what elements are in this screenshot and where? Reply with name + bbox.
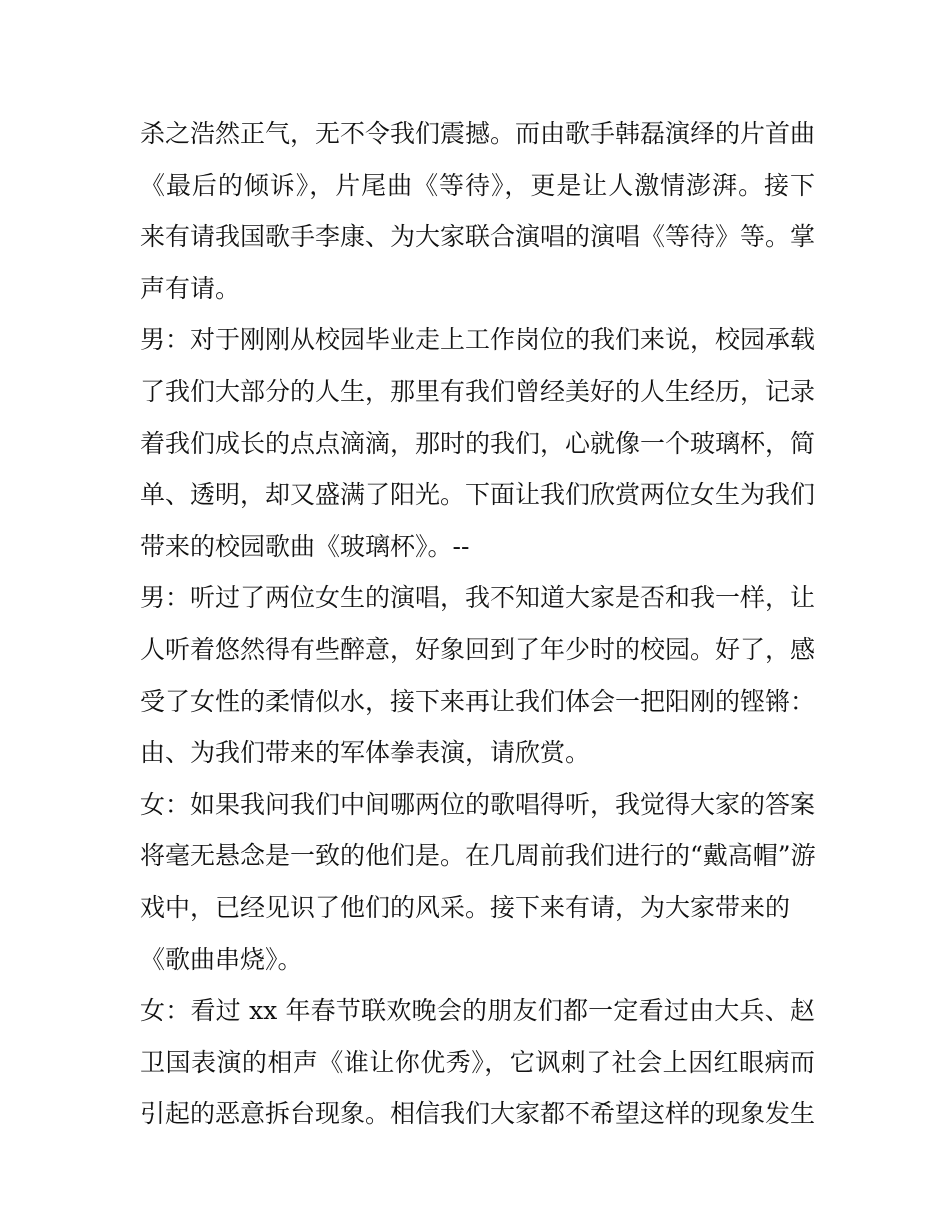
text-line: 由、为我们带来的军体拳表演，请欣赏。 xyxy=(140,738,591,768)
text-line: 男：听过了两位女生的演唱，我不知道大家是否和我一样，让 xyxy=(140,583,816,613)
text-line: 女：如果我问我们中间哪两位的歌唱得听，我觉得大家的答案 xyxy=(140,789,816,819)
text-line: 戏中，已经见识了他们的风采。接下来有请，为大家带来的 xyxy=(140,892,791,922)
text-line: 受了女性的柔情似水，接下来再让我们体会一把阳刚的铿锵： xyxy=(140,686,816,716)
text-line: 将毫无悬念是一致的他们是。在几周前我们进行的“戴高帽”游 xyxy=(140,841,816,871)
text-line: 人听着悠然得有些醉意，好象回到了年少时的校园。好了，感 xyxy=(140,634,816,664)
text-line: 《最后的倾诉》，片尾曲《等待》，更是让人激情澎湃。接下 xyxy=(140,170,815,200)
text-line: 来有请我国歌手李康、为大家联合演唱的演唱《等待》等。掌 xyxy=(140,222,816,252)
text-line: 着我们成长的点点滴滴，那时的我们，心就像一个玻璃杯，简 xyxy=(140,428,816,458)
text-line: 单、透明，却又盛满了阳光。下面让我们欣赏两位女生为我们 xyxy=(140,480,816,510)
text-line: 男：对于刚刚从校园毕业走上工作岗位的我们来说，校园承载 xyxy=(140,325,816,355)
text-line: 杀之浩然正气，无不令我们震撼。而由歌手韩磊演绎的片首曲 xyxy=(140,119,816,148)
text-body xyxy=(140,108,815,1140)
text-line: 带来的校园歌曲《玻璃杯》。-- xyxy=(140,531,470,561)
text-line: 女：看过 xx 年春节联欢晚会的朋友们都一定看过由大兵、赵 xyxy=(140,996,815,1026)
text-line: 了我们大部分的人生，那里有我们曾经美好的人生经历，记录 xyxy=(140,376,816,406)
text-line: 声有请。 xyxy=(140,273,241,303)
text-line: 卫国表演的相声《谁让你优秀》，它讽刺了社会上因红眼病而 xyxy=(140,1047,815,1077)
text-line: 《歌曲串烧》。 xyxy=(140,944,303,974)
text-line: 引起的恶意拆台现象。相信我们大家都不希望这样的现象发生 xyxy=(140,1099,816,1129)
